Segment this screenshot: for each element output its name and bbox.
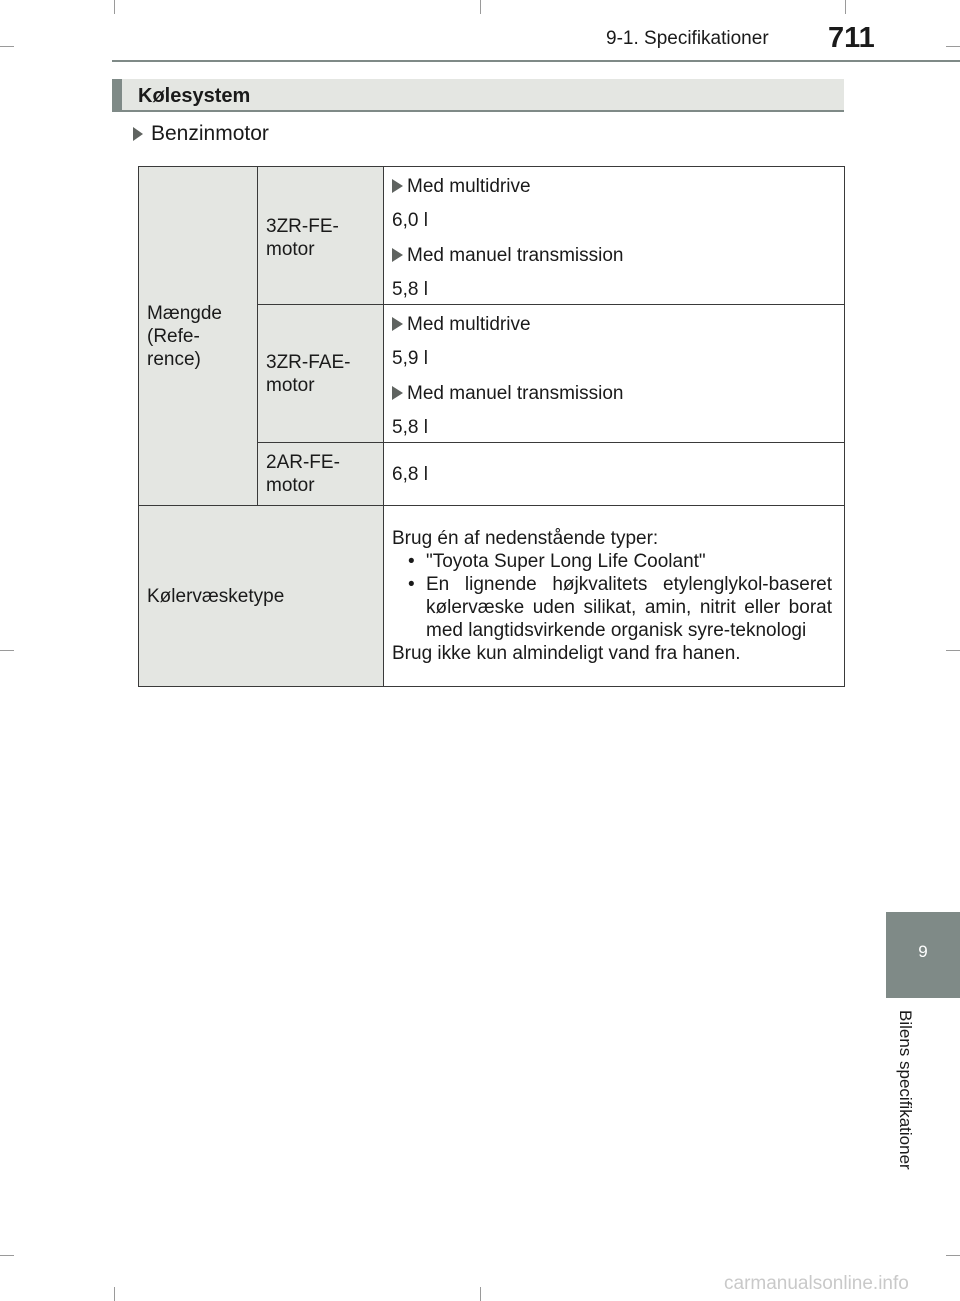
list-item: • En lignende højkvalitets etylenglykol-baseret kølervæske uden silikat, amin, nitrit eller borat med langtidsvirkende organisk syre-teknologi <box>408 573 832 642</box>
engine-name-line: motor <box>266 374 315 396</box>
engine-capacity-cell <box>384 305 845 443</box>
crop-mark <box>480 0 481 14</box>
chapter-label-text: Bilens specifikationer <box>896 1010 915 1170</box>
variant-value: 6,0 l <box>392 210 428 231</box>
arrow-right-icon <box>392 317 403 331</box>
engine-name-cell <box>258 305 384 443</box>
coolant-spec-table <box>138 166 845 687</box>
crop-mark <box>0 1255 14 1256</box>
crop-mark <box>0 46 14 47</box>
coolant-intro: Brug én af nedenstående typer: <box>392 528 659 549</box>
chapter-number: 9 <box>918 942 928 961</box>
chapter-tab[interactable] <box>886 912 960 998</box>
section-heading: Kølesystem <box>138 85 251 107</box>
variant-label-text: Med multidrive <box>407 176 531 197</box>
quantity-label-line: rence) <box>147 348 201 370</box>
list-item: • "Toyota Super Long Life Coolant" <box>408 550 832 573</box>
section-title: 9-1. Specifikationer <box>606 28 769 49</box>
variant-label-text: Med manuel transmission <box>407 383 624 404</box>
section-heading-bar <box>112 79 844 112</box>
variant-value: 5,8 l <box>392 279 428 300</box>
coolant-type-label-cell: Kølervæsketype <box>139 506 384 687</box>
engine-name-line: 3ZR-FAE- <box>266 351 351 373</box>
table-row <box>139 506 845 687</box>
variant-label <box>392 175 836 209</box>
arrow-right-icon <box>392 248 403 262</box>
table-row <box>139 167 845 305</box>
variant-value: 5,9 l <box>392 348 428 369</box>
engine-name-cell <box>258 443 384 506</box>
arrow-right-icon <box>392 179 403 193</box>
page-number: 711 <box>828 22 875 54</box>
engine-name-line: 3ZR-FE- <box>266 216 339 237</box>
arrow-right-icon <box>392 386 403 400</box>
engine-name-line: 2AR-FE- <box>266 452 340 473</box>
header-divider <box>112 60 960 62</box>
engine-capacity-cell: 6,8 l <box>384 443 845 506</box>
variant-label <box>392 382 836 416</box>
crop-mark <box>0 650 14 651</box>
arrow-right-icon <box>133 127 143 141</box>
variant-label <box>392 313 836 347</box>
crop-mark <box>946 650 960 651</box>
engine-name-cell <box>258 167 384 305</box>
crop-mark <box>480 1287 481 1301</box>
engine-capacity-cell <box>384 167 845 305</box>
coolant-note: Brug ikke kun almindeligt vand fra hanen. <box>392 643 741 664</box>
crop-mark <box>845 0 846 14</box>
subheading <box>133 122 269 146</box>
crop-mark <box>946 46 960 47</box>
quantity-label-line: Mængde <box>147 302 222 324</box>
crop-mark <box>114 1287 115 1301</box>
watermark: carmanualsonline.info <box>724 1273 909 1294</box>
variant-label-text: Med multidrive <box>407 314 531 335</box>
coolant-bullet-list <box>392 550 832 642</box>
quantity-label-line: (Refe- <box>147 325 200 347</box>
coolant-type-cell <box>384 506 845 687</box>
crop-mark <box>114 0 115 14</box>
chapter-label <box>893 1010 917 1200</box>
subheading-text: Benzinmotor <box>151 122 269 145</box>
crop-mark <box>946 1255 960 1256</box>
quantity-label-cell <box>139 167 258 506</box>
engine-name-line: motor <box>266 475 315 496</box>
variant-label-text: Med manuel transmission <box>407 245 624 266</box>
variant-label <box>392 244 836 278</box>
engine-name-line: motor <box>266 239 315 260</box>
variant-value: 5,8 l <box>392 417 428 438</box>
